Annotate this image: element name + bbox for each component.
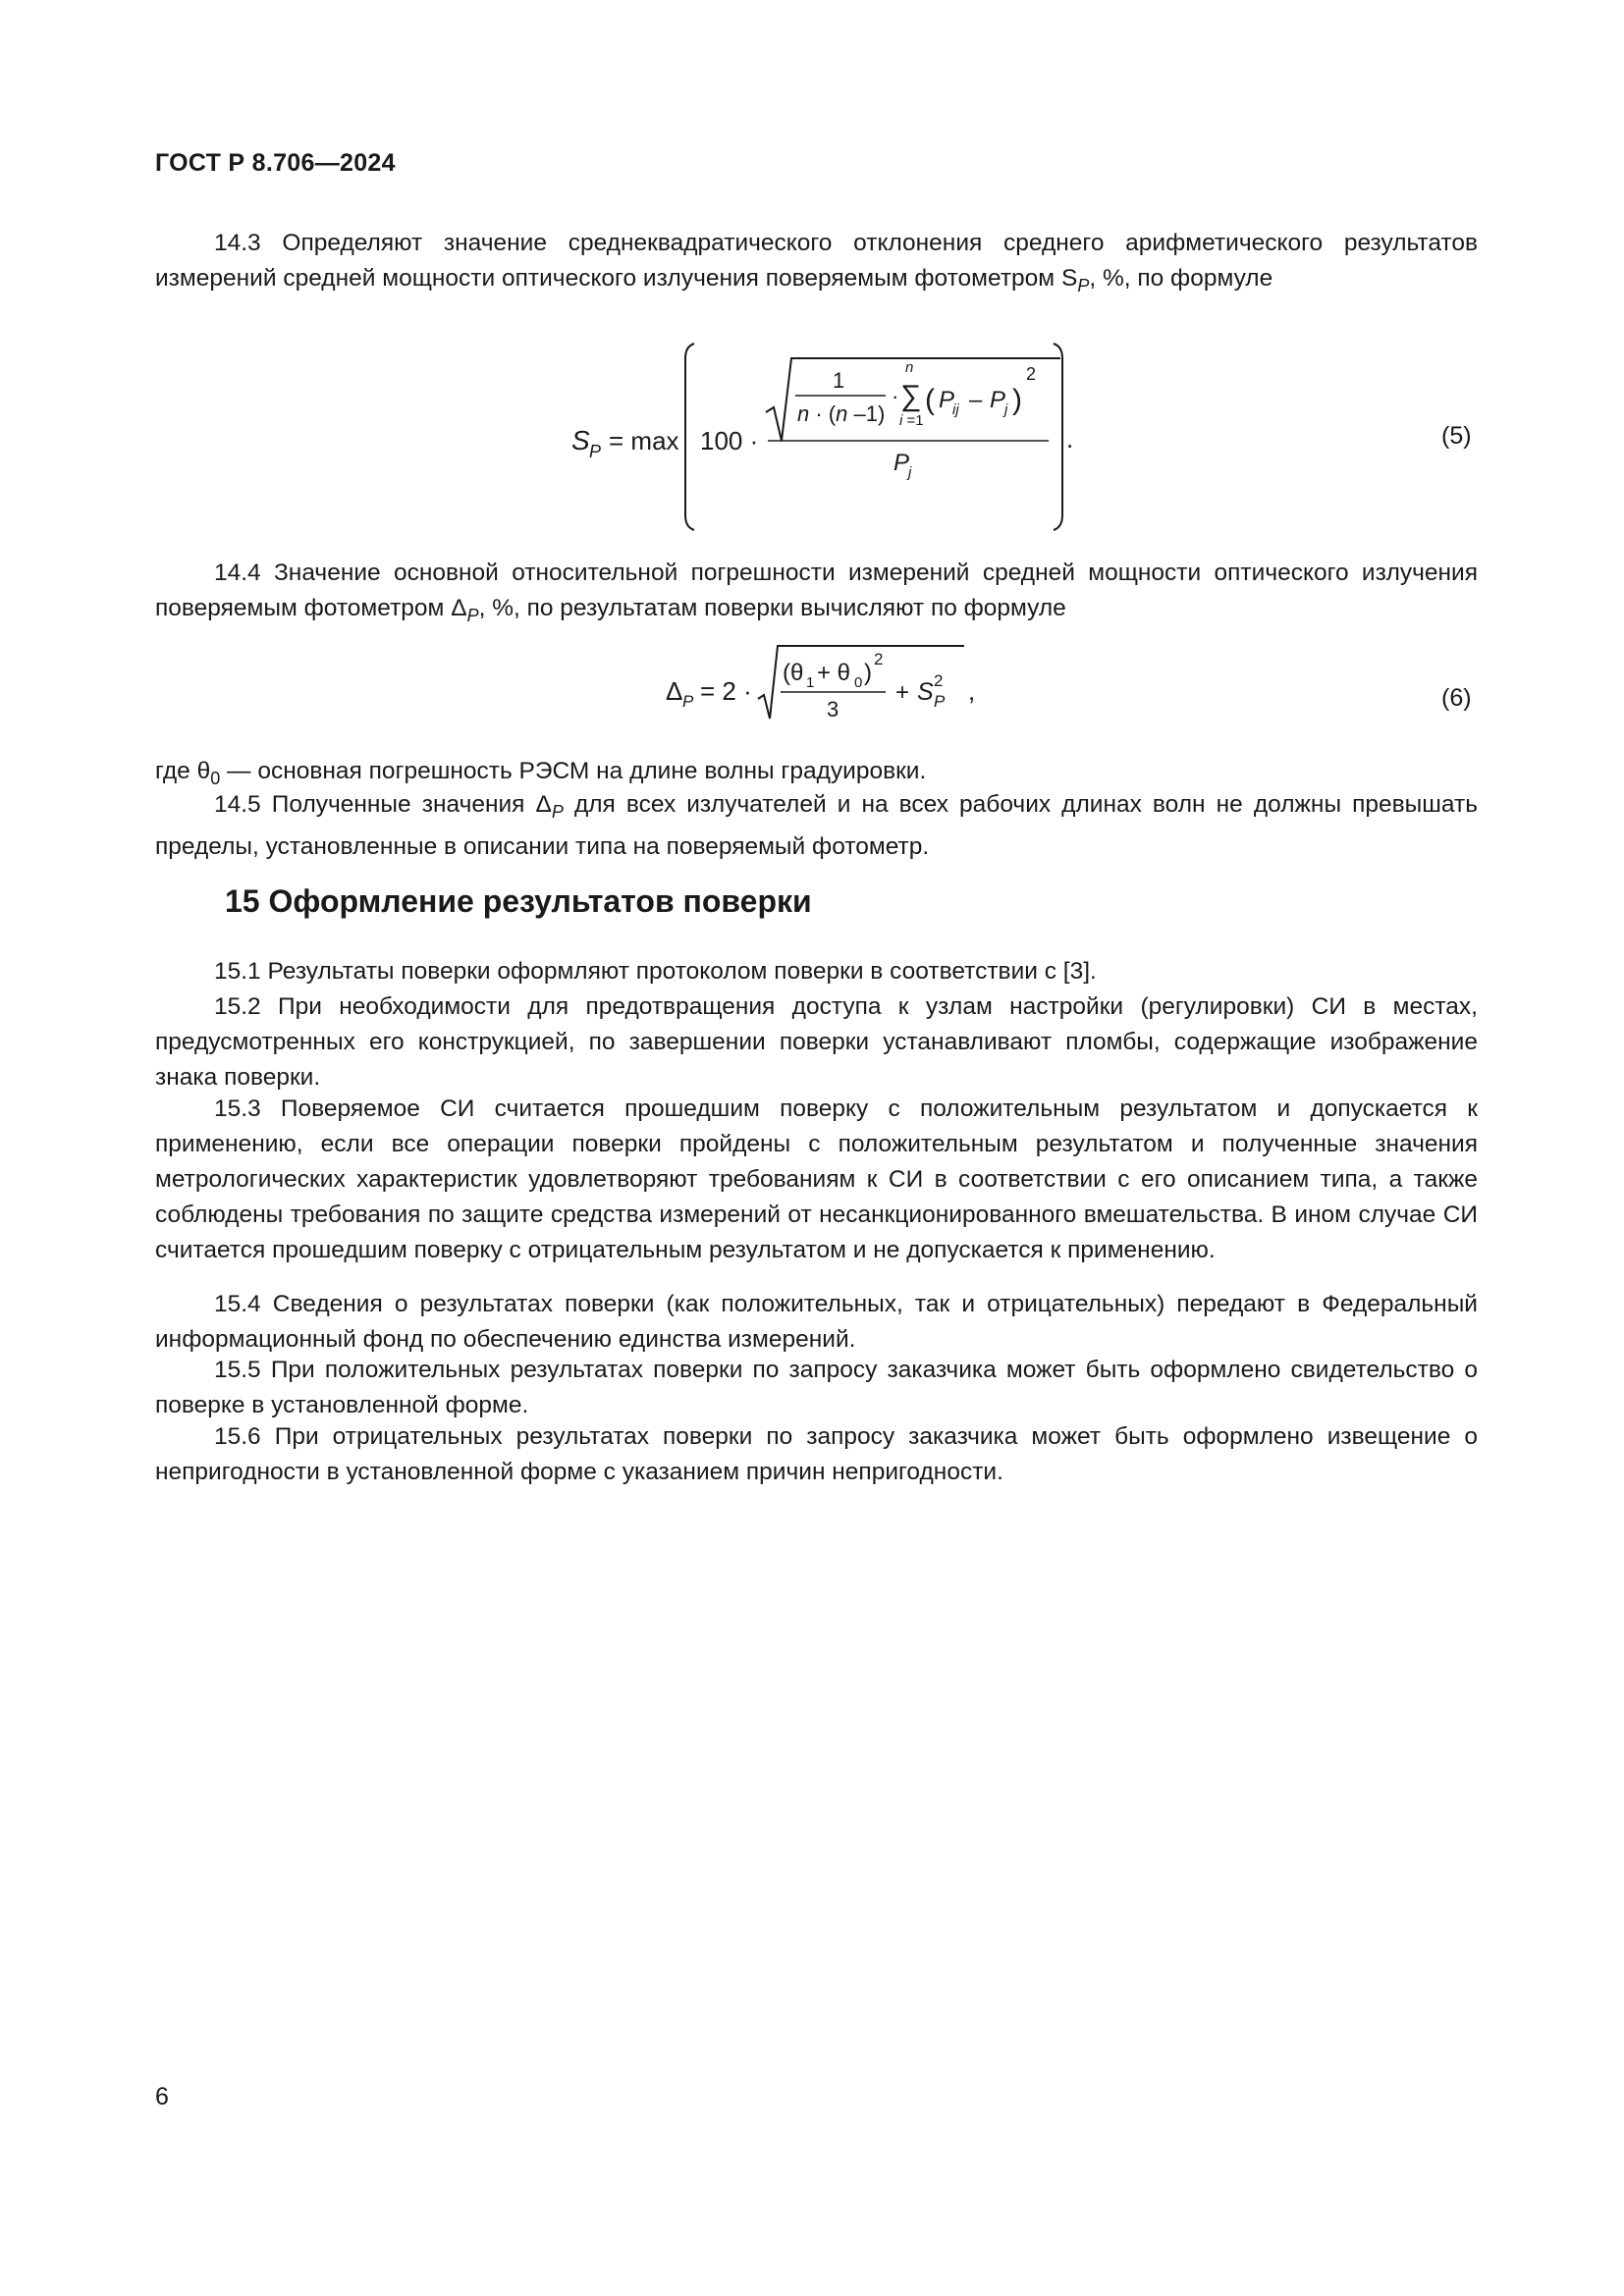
svg-text:P: P bbox=[893, 450, 910, 476]
svg-text:.: . bbox=[1066, 424, 1074, 454]
svg-text:2: 2 bbox=[934, 671, 944, 690]
svg-text:100 ·: 100 · bbox=[700, 426, 759, 455]
svg-text:P: P bbox=[990, 387, 1006, 413]
paragraph-15-1: 15.1 Результаты поверки оформляют протоколом поверки в соответствии с [3]. bbox=[214, 958, 1097, 985]
svg-text:ij: ij bbox=[952, 401, 959, 418]
svg-text:(: ( bbox=[925, 384, 935, 416]
svg-text:n · (n –1): n · (n –1) bbox=[797, 401, 886, 426]
svg-text:Δ: Δ bbox=[666, 676, 683, 706]
paragraph-15-4: 15.4 Сведения о результатах поверки (как положительных, так и отрицательных) передают в Федеральный информационный фонд по обеспечению единства измерений. bbox=[155, 1291, 1478, 1353]
paragraph-15-3: 15.3 Поверяемое СИ считается прошедшим поверку с положительным результатом и допускается к применению, если все операции поверки пройдены с положительным результатом и полученные значения метрологических характеристик удовлетворяют требованиям к СИ в соответствии с его описанием типа, а также соблюдены требования по защите средства измерений от несанкционированного вмешательства. В ином случае СИ считается прошедшим поверку с отрицательным результатом и не допускается к применению. bbox=[155, 1095, 1478, 1263]
svg-text:j: j bbox=[1004, 401, 1008, 418]
svg-text:): ) bbox=[864, 660, 872, 686]
paragraph-where: где $\theta_0$ — основная погрешность РЭСМ на длине волны градуировки. bbox=[155, 758, 927, 788]
svg-text:∑: ∑ bbox=[900, 380, 922, 412]
svg-text:P: P bbox=[939, 387, 955, 413]
paragraph-15-5: 15.5 При положительных результатах поверки по запросу заказчика может быть оформлено свидетельство о поверке в установленной форме. bbox=[155, 1357, 1478, 1418]
svg-text:P: P bbox=[589, 442, 602, 461]
svg-text:i =1: i =1 bbox=[899, 412, 924, 429]
formula-5 bbox=[560, 339, 1090, 535]
svg-text:1: 1 bbox=[806, 674, 815, 691]
svg-text:= max: = max bbox=[609, 426, 679, 455]
svg-text:(θ: (θ bbox=[783, 660, 804, 686]
formula-6 bbox=[658, 638, 992, 726]
svg-text:–: – bbox=[969, 387, 983, 413]
svg-text:2: 2 bbox=[1026, 364, 1037, 384]
svg-text:): ) bbox=[1012, 384, 1022, 416]
svg-text:j: j bbox=[908, 464, 912, 481]
paragraph-14-5: 14.5 Полученные значения $\Delta_P$ для всех излучателей и на всех рабочих длинах волн не должны превышать пределы, установленные в описании типа на поверяемый фотометр. bbox=[155, 791, 1478, 860]
equation-number-5: (5) bbox=[1441, 422, 1472, 450]
svg-text:S: S bbox=[917, 678, 934, 706]
equation-number-6: (6) bbox=[1441, 684, 1472, 712]
paragraph-14-3: 14.3 Определяют значение среднеквадратического отклонения среднего арифметического результатов измерений средней мощности оптического излучения поверяемым фотометром $S_P$, %, по формуле bbox=[155, 230, 1478, 295]
svg-text:n: n bbox=[905, 359, 914, 376]
paragraph-15-6: 15.6 При отрицательных результатах поверки по запросу заказчика может быть оформлено извещение о непригодности в установленной форме с указанием причин непригодности. bbox=[155, 1423, 1478, 1485]
svg-text:0: 0 bbox=[854, 674, 863, 691]
svg-text:2: 2 bbox=[874, 650, 884, 668]
section-15-heading: 15 Оформление результатов поверки bbox=[225, 883, 812, 919]
svg-text:P: P bbox=[682, 692, 694, 711]
svg-text:P: P bbox=[934, 692, 946, 711]
svg-text:S: S bbox=[571, 425, 590, 455]
svg-text:3: 3 bbox=[827, 697, 839, 721]
svg-text:+ θ: + θ bbox=[817, 660, 851, 686]
svg-text:+: + bbox=[895, 679, 910, 706]
document-header: ГОСТ Р 8.706—2024 bbox=[155, 149, 396, 177]
svg-text:·: · bbox=[892, 384, 899, 408]
svg-text:= 2 ·: = 2 · bbox=[700, 676, 752, 706]
svg-text:,: , bbox=[968, 676, 976, 706]
svg-text:1: 1 bbox=[833, 368, 845, 393]
page-number: 6 bbox=[155, 2083, 169, 2110]
paragraph-14-4: 14.4 Значение основной относительной погрешности измерений средней мощности оптического излучения поверяемым фотометром $\Delta_P$, %, по результатам поверки вычисляют по формуле bbox=[155, 560, 1478, 625]
paragraph-15-2: 15.2 При необходимости для предотвращения доступа к узлам настройки (регулировки) СИ в местах, предусмотренных его конструкцией, по завершении поверки устанавливают пломбы, содержащие изображение знака поверки. bbox=[155, 993, 1478, 1091]
